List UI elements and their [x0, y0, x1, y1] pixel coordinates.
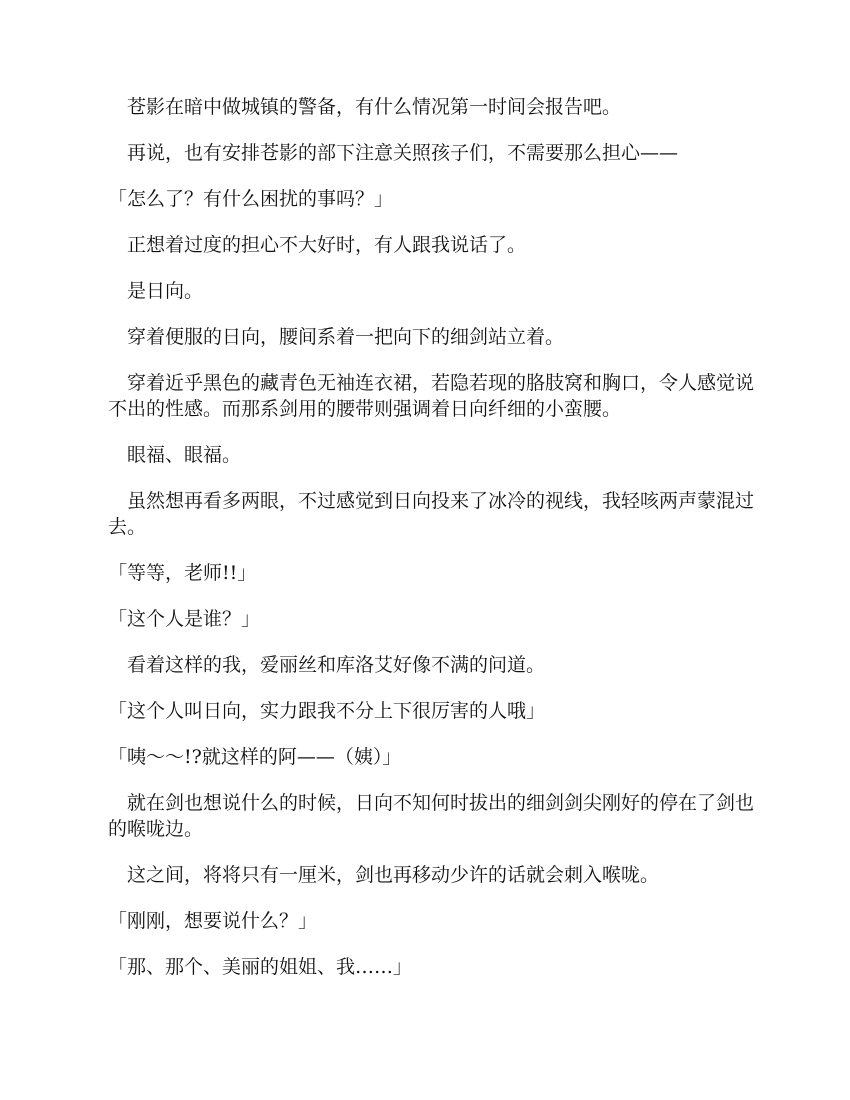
paragraph: 看着这样的我，爱丽丝和库洛艾好像不满的问道。 [108, 654, 546, 676]
paragraph: 「怎么了？有什么困扰的事吗？」 [108, 188, 394, 210]
paragraph: 「刚刚，想要说什么？」 [108, 910, 318, 932]
paragraph: 再说，也有安排苍影的部下注意关照孩子们，不需要那么担心—— [108, 142, 679, 164]
paragraph: 苍影在暗中做城镇的警备，有什么情况第一时间会报告吧。 [108, 96, 622, 118]
paragraph: 「等等，老师!!」 [108, 562, 257, 584]
paragraph: 「这个人是谁？」 [108, 608, 261, 630]
paragraph: 「这个人叫日向，实力跟我不分上下很厉害的人哦」 [108, 700, 546, 722]
paragraph: 正想着过度的担心不大好时，有人跟我说话了。 [108, 234, 527, 256]
paragraph: 就在剑也想说什么的时候，日向不知何时拔出的细剑剑尖刚好的停在了剑也的喉咙边。 [108, 792, 755, 840]
paragraph: 穿着便服的日向，腰间系着一把向下的细剑站立着。 [108, 326, 565, 348]
paragraph: 穿着近乎黑色的藏青色无袖连衣裙，若隐若现的胳肢窝和胸口，令人感觉说不出的性感。而那系剑用的腰带则强调着日向纤细的小蛮腰。 [108, 372, 755, 420]
document-body [108, 94, 760, 1000]
paragraph: 虽然想再看多两眼，不过感觉到日向投来了冰冷的视线，我轻咳两声蒙混过去。 [108, 490, 755, 538]
paragraph: 这之间，将将只有一厘米，剑也再移动少许的话就会刺入喉咙。 [108, 864, 660, 886]
paragraph: 「咦～～!?就这样的阿——（姨）」 [108, 746, 402, 768]
paragraph: 眼福、眼福。 [108, 444, 242, 466]
paragraph: 「那、那个、美丽的姐姐、我……」 [108, 956, 413, 978]
paragraph: 是日向。 [108, 280, 204, 302]
